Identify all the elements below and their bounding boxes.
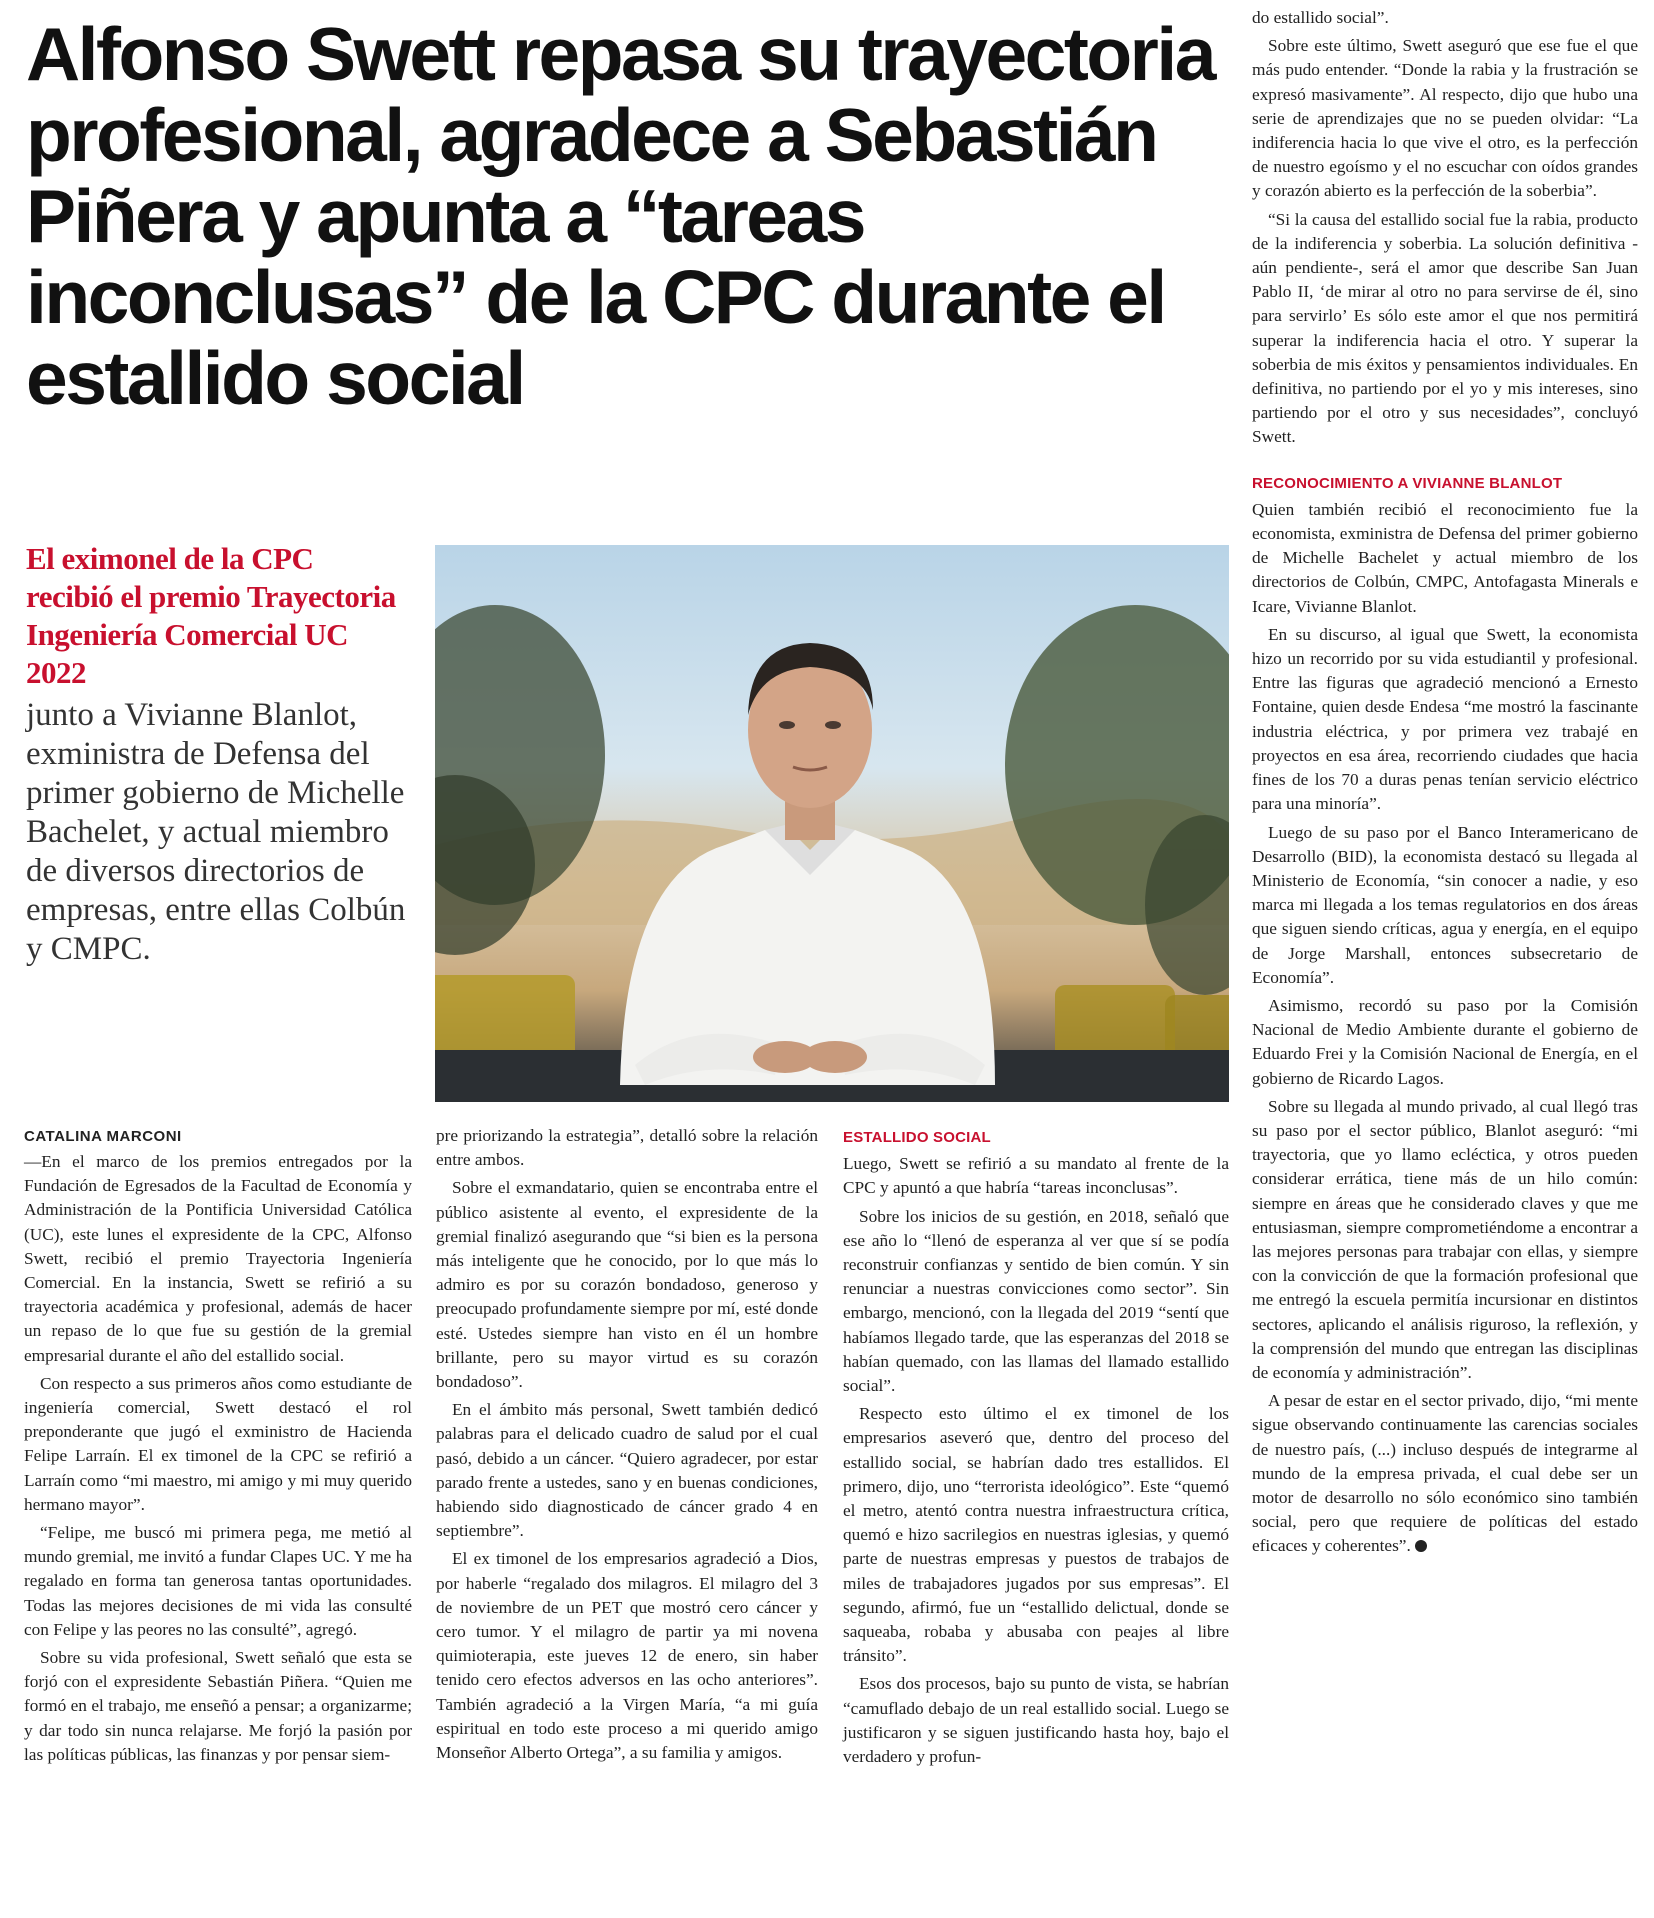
column-4 <box>1252 6 1638 1563</box>
paragraph: pre priorizando la estrategia”, detalló sobre la relación entre ambos. <box>436 1126 818 1170</box>
column-1 <box>24 1150 412 1771</box>
paragraph: Luego, Swett se refirió a su mandato al frente de la CPC y apuntó a que habría “tareas inconclusas”. <box>843 1154 1229 1198</box>
paragraph-text: A pesar de estar en el sector privado, dijo, “mi mente sigue observando continuamente las carencias sociales de nuestro país, (...) incluso después de integrarme al mundo de la empresa privada, el cual debe ser un motor de desarrollo no sólo económico sino también social, pero que requiere de políticas del estado eficaces y coherentes”. <box>1252 1391 1638 1556</box>
paragraph: Sobre los inicios de su gestión, en 2018, señaló que ese año lo “llenó de esperanza al ver que sí se podía reconstruir confianzas y sentido de bien común. Y sin renunciar a nuestras convicciones como sector”. Sin embargo, mencionó, con la llegada del 2019 “sentí que habíamos llegado tarde, que las esperanzas del 2018 se habían quemado, con las llamas del llamado estallido social”. <box>843 1206 1229 1396</box>
headline: Alfonso Swett repasa su trayectoria profesional, agradece a Sebastián Piñera y apunta a “tareas inconclusas” de la CPC durante el estallido social <box>26 12 1214 420</box>
paragraph: “Si la causa del estallido social fue la rabia, producto de la indiferencia y soberbia. La solución definitiva -aún pendiente-, será el amor que describe San Juan Pablo II, ‘de mirar al otro no para servirse de él, sino para servirlo’ Es sólo este amor el que nos permitirá superar la indiferencia hacia el otro. Y superar la soberbia de mis éxitos y pensamientos individuales. En definitiva, no partiendo por el yo y mis intereses, sino partiendo por el otro y sus necesidades”, concluyó Swett. <box>1252 209 1638 447</box>
paragraph: Asimismo, recordó su paso por la Comisión Nacional de Medio Ambiente durante el gobierno de Eduardo Frei y la Comisión Nacional de Energía, en el gobierno de Ricardo Lagos. <box>1252 995 1638 1088</box>
paragraph: —En el marco de los premios entregados por la Fundación de Egresados de la Facultad de Economía y Administración de la Pontificia Universidad Católica (UC), este lunes el expresidente de la CPC, Alfonso Swett, recibió el premio Trayectoria Ingeniería Comercial. En la instancia, Swett se refirió a su trayectoria académica y profesional, además de hacer un repaso de lo que fue su gestión de la gremial empresarial durante el año del estallido social. <box>24 1152 412 1365</box>
deck: junto a Vivianne Blanlot, exministra de Defensa del primer gobierno de Michelle Bachelet, y actual miembro de diversos directorios de empresas, entre ellas Colbún y CMPC. <box>26 697 406 967</box>
paragraph: Sobre su llegada al mundo privado, al cual llegó tras su paso por el sector público, Blanlot aseguró: “mi trayectoria, que yo llamo ecléctica, y otros pueden considerar errática, tiene más de un hilo común: siempre en áreas que he considerado claves y que me entusiasman, siempre comprometiéndome a encontrar a las mejores personas para trabajar con ellas, y siempre con la convicción de que la formación profesional que me entregó la escuela permitía incursionar en distintos sectores, aplicando el análisis riguroso, la reflexión, y la comprensión del mundo que entregan las disciplinas de economía y administración”. <box>1252 1096 1638 1382</box>
paragraph-final <box>1252 1389 1638 1558</box>
paragraph: Respecto esto último el ex timonel de los empresarios aseveró que, dentro del proceso del estallido social, se habrían dado tres estallidos. El primero, dijo, uno “terrorista ideológico”. Este “quemó el metro, atentó contra nuestra infraestructura crítica, quemó e hizo sacrilegios en nuestras iglesias, y quemó parte de nuestras empresas y puestos de trabajos de miles de trabajadores jugados por sus empresas”. El segundo, afirmó, fue un “estallido delictual, donde se saqueaba, robaba y abusaba con peajes al libre tránsito”. <box>843 1404 1229 1666</box>
paragraph: Sobre su vida profesional, Swett señaló que esta se forjó con el expresidente Sebastián Piñera. “Quien me formó en el trabajo, me enseñó a pensar; a organizarme; y dar todo sin nunca relajarse. Me forjó la pasión por las políticas públicas, las finanzas y por pensar siem- <box>24 1648 412 1764</box>
paragraph: Luego de su paso por el Banco Interamericano de Desarrollo (BID), la economista destacó su llegada al Ministerio de Economía, “sin conocer a nadie, y eso marca mi llegada a los temas regulatorios en dos áreas que siguen siendo críticas, agua y energía, en el equipo de Jorge Marshall, entonces subsecretario de Economía”. <box>1252 822 1638 987</box>
subheading-estallido-social: ESTALLIDO SOCIAL <box>843 1129 991 1146</box>
paragraph: “Felipe, me buscó mi primera pega, me metió al mundo gremial, me invitó a fundar Clapes UC. Y me ha regalado en forma tan generosa tantas oportunidades. Todas las mejores decisiones de mi vida las consulté con Felipe y las peores no las consulté”, agregó. <box>24 1523 412 1639</box>
paragraph: Esos dos procesos, bajo su punto de vista, se habrían “camuflado debajo de un real estallido social. Luego se justificaron y se siguen justificando hasta hoy, bajo el verdadero y profun- <box>843 1674 1229 1767</box>
article-photo <box>435 545 1229 1102</box>
column-3 <box>843 1126 1229 1773</box>
end-mark-icon <box>1415 1540 1427 1552</box>
paragraph: El ex timonel de los empresarios agradeció a Dios, por haberle “regalado dos milagros. El milagro del 3 de noviembre de un PET que mostró cero cáncer y cero tumor. Y el milagro de partir ya mi novena quimioterapia, este jueves 12 de enero, sin haber tenido cero efectos adversos en las ocho anteriores”. También agradeció a la Virgen María, “a mi guía espiritual en todo este proceso a mi querido amigo Monseñor Alberto Ortega”, a su familia y amigos. <box>436 1549 818 1763</box>
paragraph: Sobre este último, Swett aseguró que ese fue el que más pudo entender. “Donde la rabia y la frustración se expresó masivamente”. Al respecto, dijo que hubo una serie de aprendizajes que no se pueden olvidar: “La indiferencia hacia lo que vive el otro, es la perfección de nuestro egoísmo y el no escuchar con oídos grandes y corazón abierto es la perfección de la soberbia”. <box>1252 36 1638 201</box>
byline: CATALINA MARCONI <box>24 1128 182 1145</box>
paragraph: Con respecto a sus primeros años como estudiante de ingeniería comercial, Swett destacó el rol preponderante que jugó el exministro de Hacienda Felipe Larraín. El ex timonel de la CPC se refirió a Larraín como “mi maestro, mi amigo y mi muy querido hermano mayor”. <box>24 1373 412 1514</box>
paragraph: Quien también recibió el reconocimiento fue la economista, exministra de Defensa del primer gobierno de Michelle Bachelet y actual miembro de los directorios de Colbún, CMPC, Antofagasta Minerals e Icare, Vivianne Blanlot. <box>1252 499 1638 616</box>
paragraph: En su discurso, al igual que Swett, la economista hizo un recorrido por su vida estudiantil y profesional. Entre las figuras que agradeció mencionó a Ernesto Fontaine, quien desde Endesa “me mostró la fascinante industria eléctrica, y por primera vez trabajé en proyectos en esa área, recorriendo ciudades que hacia fines de los 70 a duras penas tenían servicio eléctrico para una minoría”. <box>1252 624 1638 814</box>
paragraph: Sobre el exmandatario, quien se encontraba entre el público asistente al evento, el expresidente de la gremial finalizó asegurando que “si bien es la persona más inteligente que he conocido, por lo que más lo admiro es por su corazón bondadoso, generoso y preocupado profundamente siempre por mí, esté donde esté. Ustedes siempre han visto en él un hombre brillante, pero su mayor virtud es su corazón bondadoso”. <box>436 1178 818 1392</box>
paragraph: do estallido social”. <box>1252 8 1389 27</box>
column-2 <box>436 1124 818 1769</box>
paragraph: En el ámbito más personal, Swett también dedicó palabras para el delicado cuadro de salud por el cual pasó, debido a un cáncer. “Quiero agradecer, por estar parado frente a ustedes, sano y en buenas condiciones, habiendo sido diagnosticado de cáncer grado 4 en septiembre”. <box>436 1400 818 1541</box>
kicker: El eximonel de la CPC recibió el premio Trayectoria Ingeniería Comercial UC 2022 <box>26 541 396 690</box>
subheading-reconocimiento: RECONOCIMIENTO A VIVIANNE BLANLOT <box>1252 474 1563 492</box>
